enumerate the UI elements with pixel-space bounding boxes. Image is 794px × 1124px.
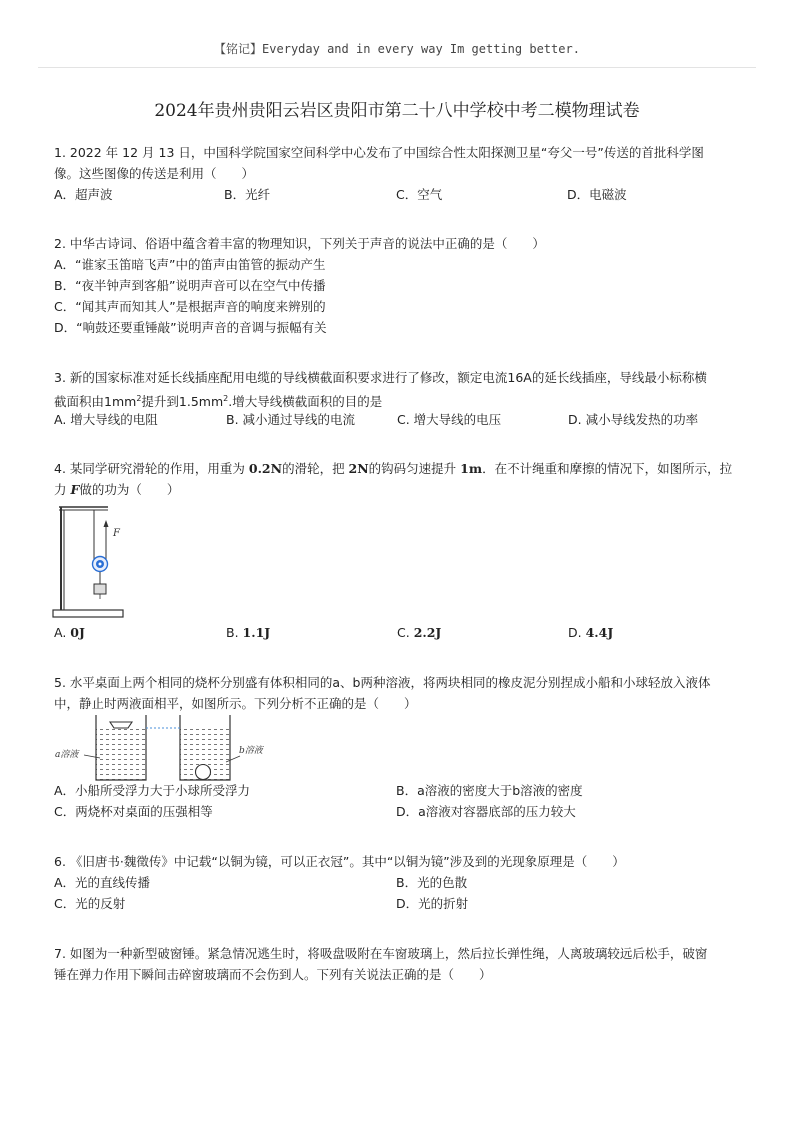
q4-option-a: A. 0J [54, 625, 85, 640]
q3-option-b: B. 减小通过导线的电流 [226, 412, 356, 427]
motto-header: 【铭记】Everyday and in every way Im getting better. [214, 42, 580, 56]
label-solution-b: b溶液 [239, 746, 263, 756]
q6-option-a: A．光的直线传播 [54, 875, 151, 890]
beakers-figure [52, 712, 282, 784]
solution-a-liquid [96, 728, 146, 780]
page-title: 2024年贵州贵阳云岩区贵阳市第二十八中学校中考二模物理试卷 [154, 101, 640, 121]
header-divider [38, 67, 756, 68]
label-solution-a: a溶液 [55, 750, 79, 760]
q4-stem-line2: 力 F做的功为（ ） [54, 482, 180, 497]
q6-option-c: C．光的反射 [54, 896, 126, 911]
q3-option-c: C. 增大导线的电压 [397, 412, 502, 427]
force-arrow [104, 520, 109, 527]
q2-option-a: A．“谁家玉笛暗飞声”中的笛声由笛管的振动产生 [54, 257, 326, 272]
q3-stem-line1: 3. 新的国家标准对延长线插座配用电缆的导线横截面积要求进行了修改，额定电流16A的延长线插座，导线最小标称横 [54, 370, 707, 385]
q5-option-c: C．两烧杯对桌面的压强相等 [54, 804, 213, 819]
q4-option-d: D. 4.4J [568, 625, 614, 640]
q6-option-d: D．光的折射 [396, 896, 469, 911]
q1-option-b: B．光纤 [224, 187, 271, 202]
q2-option-d: D．“响鼓还要重锤敲”说明声音的音调与振幅有关 [54, 320, 327, 335]
q5-stem-line1: 5. 水平桌面上两个相同的烧杯分别盛有体积相同的a、b两种溶液，将两块相同的橡皮泥分别捏成小船和小球轻放入液体 [54, 675, 711, 690]
q2-option-c: C．“闻其声而知其人”是根据声音的响度来辨别的 [54, 299, 326, 314]
q1-option-a: A．超声波 [54, 187, 113, 202]
q3-option-d: D. 减小导线发热的功率 [568, 412, 699, 427]
q3-option-a: A. 增大导线的电阻 [54, 412, 158, 427]
q2-option-b: B．“夜半钟声到客船”说明声音可以在空气中传播 [54, 278, 326, 293]
q4-option-b: B. 1.1J [226, 625, 271, 640]
hook-weight [94, 584, 106, 594]
q2-stem: 2. 中华古诗词、俗语中蕴含着丰富的物理知识，下列关于声音的说法中正确的是（ ） [54, 236, 545, 251]
clay-boat [110, 722, 132, 728]
q7-stem-line2: 锤在弹力作用下瞬间击碎窗玻璃而不会伤到人。下列有关说法正确的是（ ） [54, 967, 492, 982]
stand-base [53, 610, 123, 617]
clay-ball [196, 765, 211, 780]
pulley-figure [50, 502, 130, 622]
q4-option-c: C. 2.2J [397, 625, 442, 640]
q1-stem-line2: 像。这些图像的传送是利用（ ） [54, 166, 255, 181]
q3-stem-line2: 截面积由$1mm^2$提升到$1.5mm^2$.增大导线横截面积的目的是 [54, 394, 383, 410]
q1-option-c: C．空气 [396, 187, 443, 202]
q4-stem-line1: 4. 某同学研究滑轮的作用，用重为 0.2N的滑轮，把 2N的钩码匀速提升 1m．在不计绳重和摩擦的情况下，如图所示，拉 [54, 461, 733, 476]
q7-stem-line1: 7. 如图为一种新型破窗锤。紧急情况逃生时，将吸盘吸附在车窗玻璃上，然后拉长弹性绳，人离玻璃较远后松手，破窗 [54, 946, 708, 961]
q5-option-d: D．a溶液对容器底部的压力较大 [396, 804, 576, 819]
q1-stem-line1: 1. 2022 年 12 月 13 日，中国科学院国家空间科学中心发布了中国综合性太阳探测卫星“夸父一号”传送的首批科学图 [54, 145, 704, 160]
q6-stem: 6. 《旧唐书·魏徵传》中记载“以铜为镜，可以正衣冠”。其中“以铜为镜”涉及到的光现象原理是（ ） [54, 854, 625, 869]
q5-option-b: B．a溶液的密度大于b溶液的密度 [396, 783, 583, 798]
q6-option-b: B．光的色散 [396, 875, 468, 890]
force-label: F [113, 528, 120, 539]
q5-option-a: A．小船所受浮力大于小球所受浮力 [54, 783, 251, 798]
q1-option-d: D．电磁波 [567, 187, 627, 202]
q5-stem-line2: 中，静止时两液面相平，如图所示。下列分析不正确的是（ ） [54, 696, 417, 711]
